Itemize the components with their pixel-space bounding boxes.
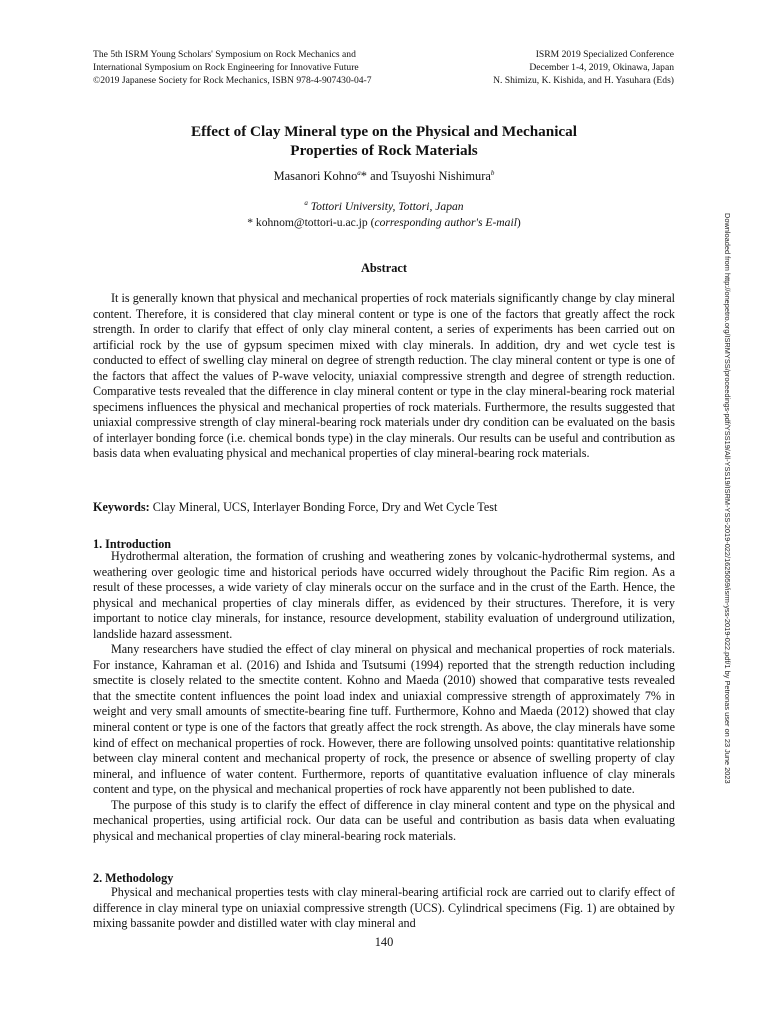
introduction-body: [93, 549, 675, 844]
keywords-text: Clay Mineral, UCS, Interlayer Bonding Force, Dry and Wet Cycle Test: [149, 500, 498, 514]
paper-title: [80, 122, 688, 160]
affiliation-mark: a: [357, 169, 361, 177]
email-line: [80, 215, 688, 231]
email-address: * kohnom@tottori-u.ac.jp (: [247, 216, 375, 229]
author-list: [80, 168, 688, 184]
page-number: 140: [374, 935, 394, 949]
header-left: [93, 48, 372, 87]
header-left-line: International Symposium on Rock Engineering for Innovative Future: [93, 62, 359, 73]
header-right-line: December 1-4, 2019, Okinawa, Japan: [529, 62, 674, 73]
email-note: corresponding author's E-mail: [374, 216, 517, 229]
author-name: Tsuyoshi Nishimura: [390, 169, 491, 183]
download-watermark: Downloaded from http://onepetro.org/ISRMYSS/proceedings-pdf/YSS19/All-YSS19/ISRM-YSS-2019-022/1625059/isrm-yss-2019-022.pdf/1 by Petronas user on 23 June 2023: [723, 213, 732, 784]
title-line: Properties of Rock Materials: [290, 142, 478, 159]
affiliation-block: [80, 199, 688, 231]
paragraph: Hydrothermal alteration, the formation of crushing and weathering zones by volcanic-hydrothermal systems, and weathering over geologic time and historical periods have occurred widely throughout the Pacific Rim region. As a result of these processes, a wide variety of clay minerals occur on the surface and in the crust of the Earth. Hence, the physical and mechanical properties of clay minerals differ, as evidenced by their structures. Therefore, it is very important to notice clay minerals, for instance, resource development, stability evaluation of underground utilization, landslide hazard assessment.: [93, 549, 675, 641]
paragraph: The purpose of this study is to clarify the effect of difference in clay mineral content and type on the physical and mechanical properties, using artificial rock. Our data can be useful and contribution as basis data when evaluating physical and mechanical properties of clay mineral-bearing rock materials.: [93, 797, 675, 843]
author-name: Masanori Kohno: [273, 169, 358, 183]
keywords-line: [93, 500, 675, 515]
abstract-heading: Abstract: [360, 261, 408, 275]
keywords-label: Keywords:: [93, 500, 150, 514]
affiliation-mark: b: [490, 169, 495, 177]
header-right: [493, 48, 674, 87]
section-heading-methodology: 2. Methodology: [93, 871, 174, 885]
header-left-line: ©2019 Japanese Society for Rock Mechanics, ISBN 978-4-907430-04-7: [93, 75, 372, 86]
section-heading-introduction: 1. Introduction: [93, 537, 172, 551]
header-right-line: N. Shimizu, K. Kishida, and H. Yasuhara (Eds): [493, 75, 674, 86]
header-right-line: ISRM 2019 Specialized Conference: [535, 49, 674, 60]
affiliation-name: Tottori University, Tottori, Japan: [310, 200, 464, 213]
methodology-body: [93, 885, 675, 932]
email-suffix: ): [516, 216, 521, 229]
affiliation-mark: a: [304, 199, 308, 207]
abstract-paragraph: It is generally known that physical and mechanical properties of rock materials significantly change by clay mineral content. Therefore, it is considered that clay mineral content or type is one of the factors that greatly affect the rock strength. In order to clarify that effect of only clay mineral content, a series of experiments has been carried out on artificial rock by the use of gypsum specimen mixed with clay minerals. In addition, dry and wet cycle test is conducted to effect of swelling clay mineral on degree of strength reduction. The clay mineral content or type is one of the factors that affect the values of P-wave velocity, uniaxial compressive strength and degree of strength reduction. Comparative tests revealed that the difference in clay mineral content or type in the clay mineral-bearing rock material specimens influences the physical and mechanical properties of rock materials. Furthermore, the results suggested that uniaxial compressive strength of clay mineral-bearing rock materials under dry condition can be evaluated on the basis of interlayer bonding force (i.e. chemical bonds type) in the clay minerals. Our results can be useful and contribution as basis data when evaluating physical and mechanical properties of clay mineral-bearing rock materials.: [93, 291, 675, 461]
title-line: Effect of Clay Mineral type on the Physical and Mechanical: [191, 123, 577, 140]
paragraph: Many researchers have studied the effect of clay mineral on physical and mechanical properties of rock materials. For instance, Kahraman et al. (2016) and Ishida and Tsutsumi (1994) reported that the strength reduction including smectite is closely related to the smectite content. Kohno and Maeda (2010) showed that comparative tests revealed that the smectite content influences the point load index and uniaxial compressive strength of approximately 7% in weight and very small amounts of smectite-bearing fine tuff. Furthermore, Kohno and Maeda (2012) showed that clay mineral content or type is one of the factors that greatly affect the rock strength. As above, the clay minerals have some kind of effect on mechanical properties of rock. However, there are following unsolved points: quantitative relationship between clay mineral content and mechanical property of rock, the presence or absence of swelling property of clay mineral, and influence of water content. Furthermore, reports of quantitative evaluation influence of clay minerals content and type, on the physical and mechanical properties of rock have apparently not been published to date.: [93, 642, 675, 797]
abstract-body: [93, 291, 675, 462]
affiliation-line: [80, 199, 688, 215]
header-left-line: The 5th ISRM Young Scholars' Symposium on Rock Mechanics and: [93, 49, 356, 60]
author-separator: and: [366, 169, 391, 183]
paragraph: Physical and mechanical properties tests with clay mineral-bearing artificial rock are carried out to clarify effect of difference in clay mineral type on uniaxial compressive strength (UCS). Cylindrical specimens (Fig. 1) are obtained by mixing bassanite powder and distilled water with clay mineral and: [93, 885, 675, 931]
corresponding-mark: *: [360, 169, 367, 183]
